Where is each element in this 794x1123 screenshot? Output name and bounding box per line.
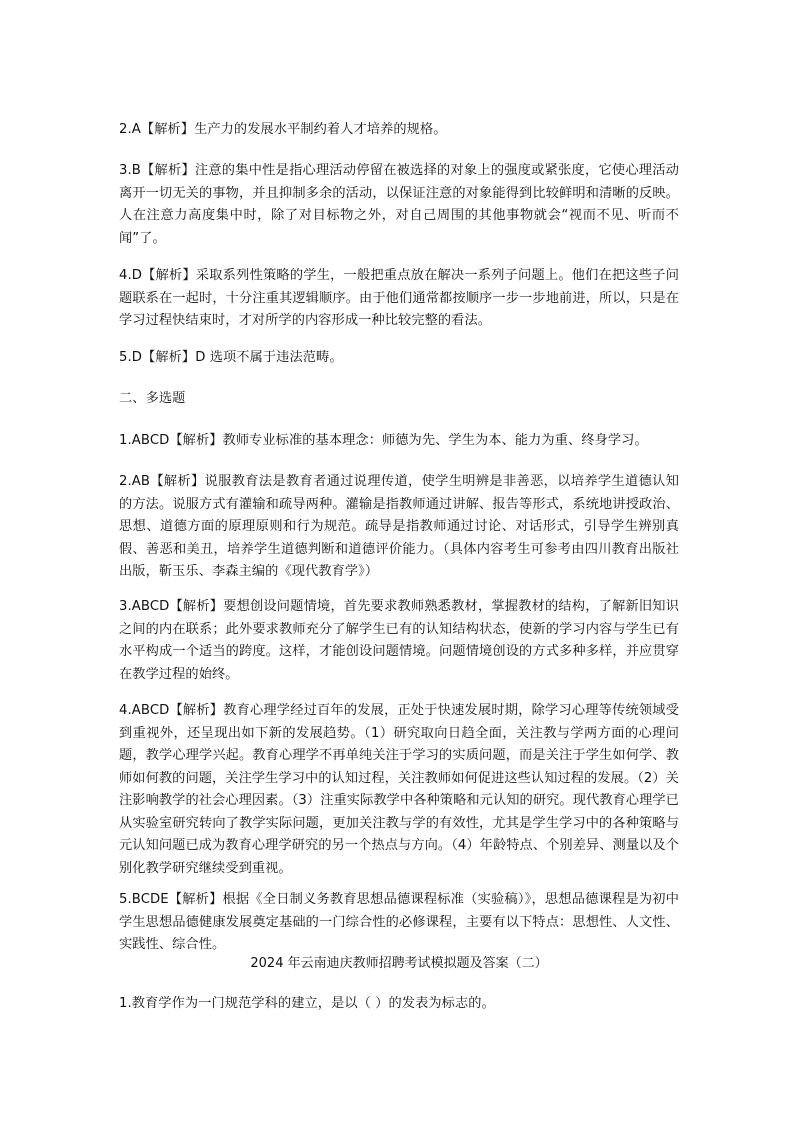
answer-text: 说服教育法是教育者通过说理传道，使学生明辨是非善恶，以培养学生道德认知的方法。说服方式有灌输和疏导两种。灌输是指教师通过讲解、报告等形式，系统地讲授政治、思想、道德方面的原理原则和行为规范。疏导是指教师通过讨论、对话形式，引导学生辨别真假、善恶和美丑，培养学生道德判断和道德评价能力。（具体内容考生可参考由四川教育出版社出版，靳玉乐、李森主编的《现代教育学》）: [119, 474, 679, 579]
multi-answer-1-paragraph: [119, 430, 679, 453]
answer-text: 教育心理学经过百年的发展，正处于快速发展时期，除学习心理等传统领域受到重视外，还呈现出如下新的发展趋势。（1）研究取向日趋全面，关注教与学两方面的心理问题，教学心理学兴起。教育心理学不再单纯关注于学习的实质问题，而是关注于学生如何学、教师如何教的问题，关注学生学习中的认知过程，关注教师如何促进这些认知过程的发展。（2）关注影响教学的社会心理因素。（3）注重实际教学中各种策略和元认知的研究。现代教育心理学已从实验室研究转向了教学实际问题，更加关注教与学的有效性，尤其是学生学习中的各种策略与元认知问题已成为教育心理学研究的另一个热点与方向。（4）年龄特点、个别差异、测量以及个别化教学研究继续受到重视。: [119, 703, 679, 876]
multi-answer-3-paragraph: [119, 596, 679, 686]
answer-label: 2.A【解析】: [119, 122, 195, 137]
answer-label: 5.D【解析】: [119, 350, 196, 365]
multi-answer-5-paragraph: [119, 889, 679, 957]
multi-answer-2-paragraph: [119, 471, 679, 584]
answer-text: 生产力的发展水平制约着人才培养的规格。: [194, 122, 447, 137]
answer-5-paragraph: [119, 347, 679, 370]
answer-text: 根据《全日制义务教育思想品德课程标准（实验稿）》，思想品德课程是为初中学生思想品德健康发展奠定基础的一门综合性的必修课程，主要有以下特点：思想性、人文性、实践性、综合性。: [119, 892, 680, 952]
exam-section-title: 2024 年云南迪庆教师招聘考试模拟题及答案（二）: [250, 956, 548, 971]
answer-label: 4.D【解析】: [119, 268, 196, 283]
answer-label: 4.ABCD【解析】: [119, 703, 224, 718]
answer-text: 教师专业标准的基本理念：师德为先、学生为本、能力为重、终身学习。: [222, 433, 648, 448]
answer-text: 注意的集中性是指心理活动停留在被选择的对象上的强度或紧张度，它使心理活动离开一切无关的事物，并且抑制多余的活动，以保证注意的对象能得到比较鲜明和清晰的反映。人在注意力高度集中时，除了对目标物之外，对自己周围的其他事物就会“视而不见、听而不闻”了。: [119, 163, 679, 246]
answer-label: 3.B【解析】: [119, 163, 195, 178]
question-1: 1.教育学作为一门规范学科的建立，是以（ ）的发表为标志的。: [119, 996, 495, 1011]
section-heading-multiple-choice: [119, 388, 679, 411]
answer-label: 3.ABCD【解析】: [119, 599, 224, 614]
answer-label: 5.BCDE【解析】: [119, 892, 223, 907]
answer-3-paragraph: [119, 160, 679, 250]
answer-2-paragraph: [119, 119, 679, 142]
section-heading-text: 二、多选题: [119, 391, 186, 406]
answer-text: 要想创设问题情境，首先要求教师熟悉教材，掌握教材的结构，了解新旧知识之间的内在联系；此外要求教师充分了解学生已有的认知结构状态，使新的学习内容与学生已有水平构成一个适当的跨度。这样，才能创设问题情境。问题情境创设的方式多种多样，并应贯穿在教学过程的始终。: [119, 599, 679, 682]
answer-text: 采取系列性策略的学生，一般把重点放在解决一系列子问题上。他们在把这些子问题联系在一起时，十分注重其逻辑顺序。由于他们通常都按顺序一步一步地前进，所以，只是在学习过程快结束时，才对所学的内容形成一种比较完整的看法。: [119, 268, 679, 328]
answer-label: 1.ABCD【解析】: [119, 433, 223, 448]
answer-4-paragraph: [119, 265, 679, 333]
multi-answer-4-paragraph: [119, 700, 679, 880]
answer-label: 2.AB【解析】: [119, 474, 205, 489]
answer-text: D 选项不属于违法范畴。: [195, 350, 343, 365]
